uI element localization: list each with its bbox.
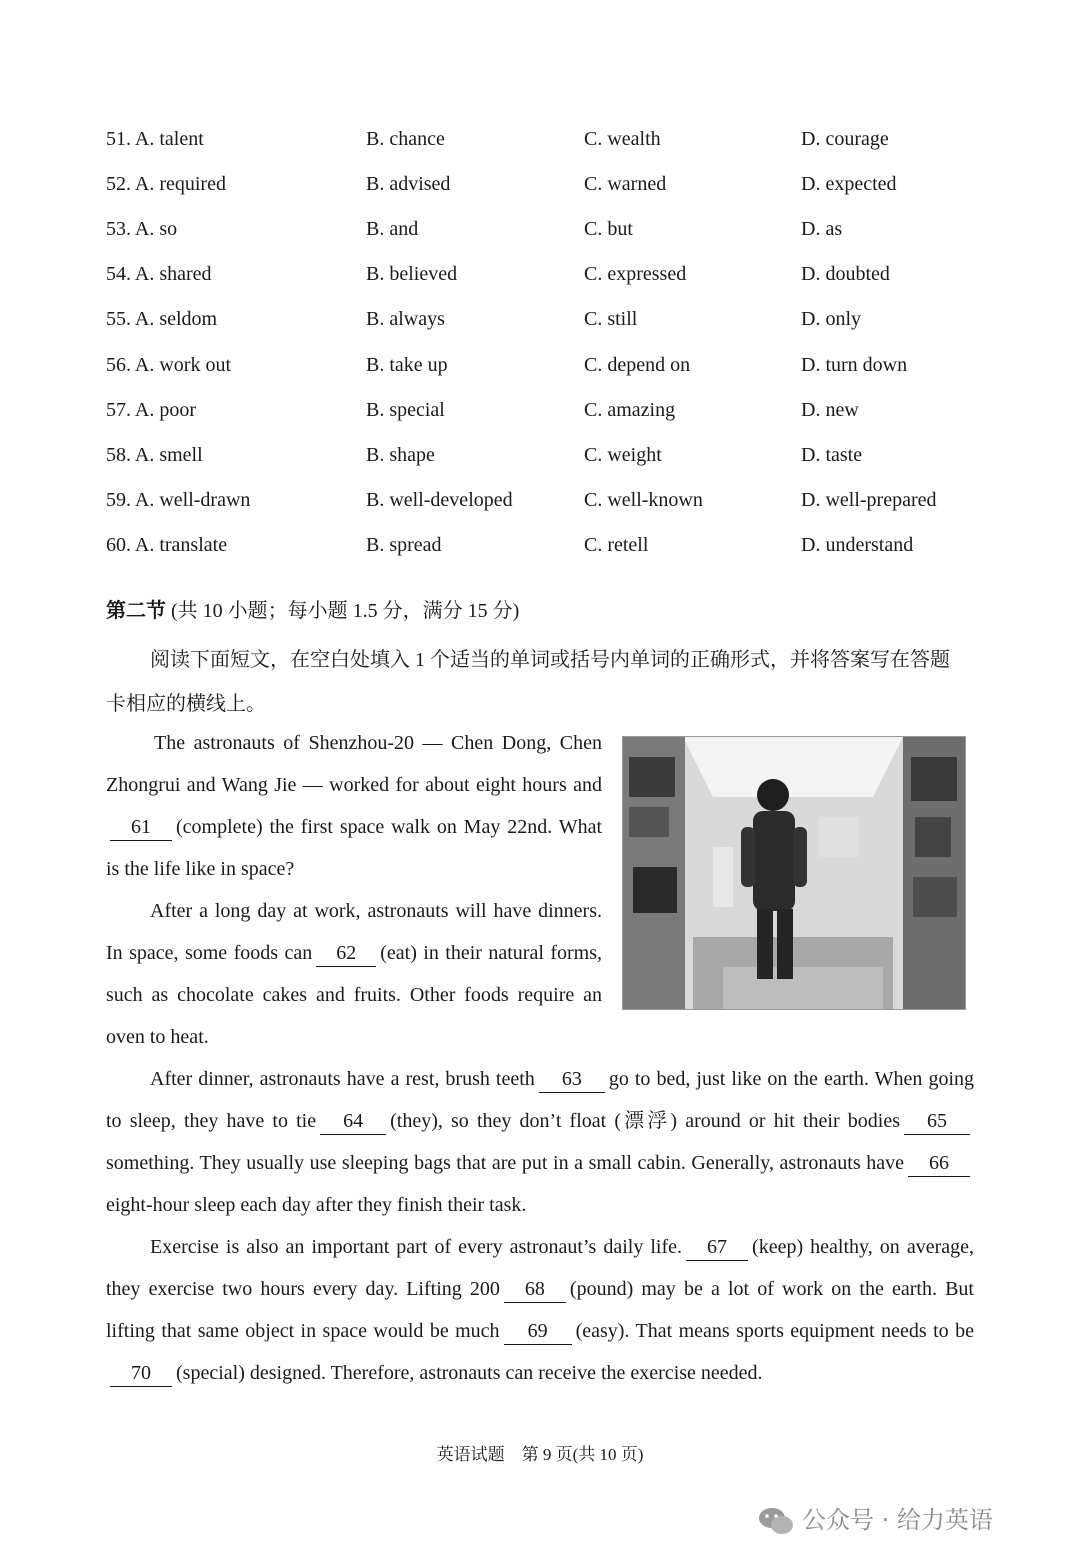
passage-paragraph	[106, 890, 602, 1058]
option-row	[0, 308, 1080, 353]
option-d: D. only	[801, 308, 861, 330]
option-a: 53. A. so	[106, 218, 178, 240]
option-d: D. as	[801, 218, 843, 240]
text-segment: (they), so they don’t float (漂浮) around or hit their bodies	[390, 1110, 900, 1132]
option-c: C. expressed	[584, 263, 687, 285]
option-d: D. understand	[801, 534, 914, 556]
watermark	[758, 1500, 993, 1536]
option-a: 59. A. well-drawn	[106, 489, 251, 511]
text-segment: (easy). That means sports equipment needs to be	[575, 1320, 974, 1342]
watermark-text: 公众号 · 给力英语	[802, 1506, 993, 1534]
option-a: 55. A. seldom	[106, 308, 218, 330]
option-b: B. shape	[366, 444, 435, 466]
option-c: C. still	[584, 308, 638, 330]
option-c: C. weight	[584, 444, 662, 466]
blank-66: 66	[908, 1150, 970, 1177]
blank-64: 64	[320, 1108, 386, 1135]
option-row	[0, 534, 1080, 579]
text-segment: (keep) healthy, on average, they exercise two hours every day. Lifting 200	[106, 1236, 974, 1300]
option-d: D. taste	[801, 444, 863, 466]
option-d: D. expected	[801, 173, 897, 195]
section-title	[106, 594, 519, 623]
section-instruction: 阅读下面短文，在空白处填入 1 个适当的单词或括号内单词的正确形式，并将答案写在答题卡相应的横线上。	[106, 649, 950, 715]
option-c: C. wealth	[584, 128, 661, 150]
blank-70: 70	[110, 1360, 172, 1387]
option-c: C. well-known	[584, 489, 703, 511]
option-c: C. retell	[584, 534, 649, 556]
option-row	[0, 489, 1080, 534]
option-row	[0, 218, 1080, 263]
option-c: C. warned	[584, 173, 667, 195]
option-d: D. doubted	[801, 263, 890, 285]
option-c: C. depend on	[584, 354, 691, 376]
option-a: 51. A. talent	[106, 128, 204, 150]
text-segment: After dinner, astronauts have a rest, brush teeth	[150, 1068, 535, 1090]
page-footer: 英语试题 第 9 页(共 10 页)	[436, 1445, 644, 1464]
option-b: B. take up	[366, 354, 448, 376]
option-c: C. amazing	[584, 399, 676, 421]
text-segment: (eat) in their natural forms, such as chocolate cakes and fruits. Other foods require an oven to heat.	[106, 942, 602, 1048]
option-d: D. courage	[801, 128, 889, 150]
option-b: B. special	[366, 399, 445, 421]
option-row	[0, 354, 1080, 399]
option-d: D. well-prepared	[801, 489, 937, 511]
option-d: D. turn down	[801, 354, 908, 376]
option-b: B. always	[366, 308, 445, 330]
text-segment: The astronauts of Shenzhou-20 — Chen Dong, Chen Zhongrui and Wang Jie — worked for about eight hours and	[106, 732, 602, 796]
blank-68: 68	[504, 1276, 566, 1303]
passage-paragraph	[106, 1058, 974, 1226]
option-a: 58. A. smell	[106, 444, 203, 466]
blank-63: 63	[539, 1066, 605, 1093]
text-segment: go to bed, just like on the earth. When going to sleep, they have to tie	[106, 1068, 974, 1132]
passage-paragraph	[106, 1226, 974, 1394]
section-name: 第二节	[106, 600, 166, 622]
option-a: 56. A. work out	[106, 354, 231, 376]
option-row	[0, 173, 1080, 218]
option-row	[0, 263, 1080, 308]
astronaut-photo	[622, 736, 966, 1010]
option-row	[0, 128, 1080, 173]
text-segment: something. They usually use sleeping bags that are put in a small cabin. Generally, astronauts have	[106, 1152, 904, 1174]
option-b: B. advised	[366, 173, 451, 195]
option-row	[0, 399, 1080, 444]
section-detail: (共 10 小题；每小题 1.5 分，满分 15 分)	[171, 600, 520, 622]
option-b: B. chance	[366, 128, 445, 150]
option-a: 60. A. translate	[106, 534, 228, 556]
option-b: B. well-developed	[366, 489, 513, 511]
astronaut-photo-illustration	[623, 737, 965, 1009]
option-a: 54. A. shared	[106, 263, 212, 285]
text-segment: (special) designed. Therefore, astronauts can receive the exercise needed.	[176, 1362, 763, 1384]
option-a: 52. A. required	[106, 173, 226, 195]
text-segment: (complete) the first space walk on May 22nd. What is the life like in space?	[106, 816, 602, 880]
option-b: B. believed	[366, 263, 458, 285]
blank-62: 62	[316, 940, 376, 967]
option-a: 57. A. poor	[106, 399, 196, 421]
text-segment: eight-hour sleep each day after they finish their task.	[106, 1194, 527, 1216]
blank-61: 61	[110, 814, 172, 841]
option-c: C. but	[584, 218, 633, 240]
text-segment: Exercise is also an important part of every astronaut’s daily life.	[150, 1236, 683, 1258]
blank-69: 69	[504, 1318, 572, 1345]
option-b: B. and	[366, 218, 419, 240]
option-b: B. spread	[366, 534, 442, 556]
text-segment: (pound) may be a lot of work on the earth. But lifting that same object in space would be much	[106, 1278, 974, 1342]
option-d: D. new	[801, 399, 859, 421]
option-row	[0, 444, 1080, 489]
blank-67: 67	[686, 1234, 748, 1261]
text-segment: After a long day at work, astronauts will have dinners. In space, some foods can	[106, 900, 602, 964]
wechat-icon	[758, 1506, 794, 1536]
passage-paragraph	[106, 722, 602, 890]
blank-65: 65	[904, 1108, 970, 1135]
